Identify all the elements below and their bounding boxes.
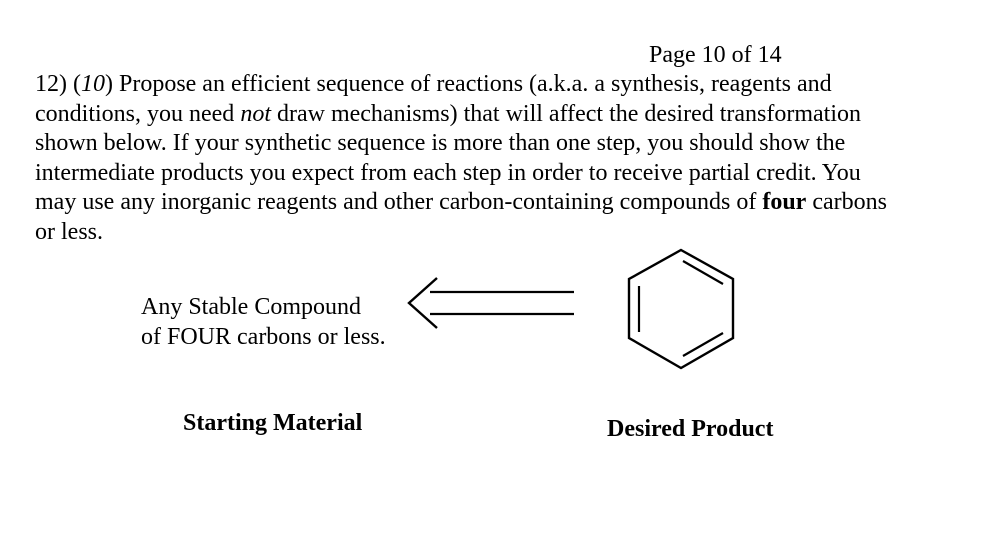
starting-material-line-1: Any Stable Compound bbox=[141, 294, 361, 320]
question-line-6: or less. bbox=[35, 218, 103, 245]
question-line-3: shown below. If your synthetic sequence is more than one step, you should show the bbox=[35, 130, 846, 156]
starting-material-line-2: of FOUR carbons or less. bbox=[141, 324, 386, 350]
question-emphasis-four: four bbox=[762, 189, 807, 215]
question-line-5-text-a: may use any inorganic reagents and other carbon-containing compounds of bbox=[35, 189, 763, 215]
question-points: 10 bbox=[80, 71, 105, 97]
desired-product-label: Desired Product bbox=[607, 416, 774, 442]
starting-material-description bbox=[141, 292, 386, 352]
question-line-1-text: ) Propose an efficient sequence of reactions (a.k.a. a synthesis, reagents and bbox=[104, 71, 832, 97]
benzene-structure-icon bbox=[620, 244, 750, 379]
question-line-4: intermediate products you expect from each step in order to receive partial credit. You bbox=[35, 159, 861, 186]
question-emphasis-not: not bbox=[240, 100, 271, 127]
question-line-2-text-a: conditions, you need bbox=[35, 100, 241, 127]
starting-material-label: Starting Material bbox=[183, 410, 363, 436]
page-number: Page 10 of 14 bbox=[649, 42, 782, 68]
retrosynthetic-arrow-icon bbox=[400, 270, 580, 340]
question-line-2-text-b: draw mechanisms) that will affect the desired transformation bbox=[270, 100, 862, 127]
question-line-5-text-b: carbons bbox=[806, 189, 887, 215]
question-number: 12) ( bbox=[35, 71, 81, 97]
